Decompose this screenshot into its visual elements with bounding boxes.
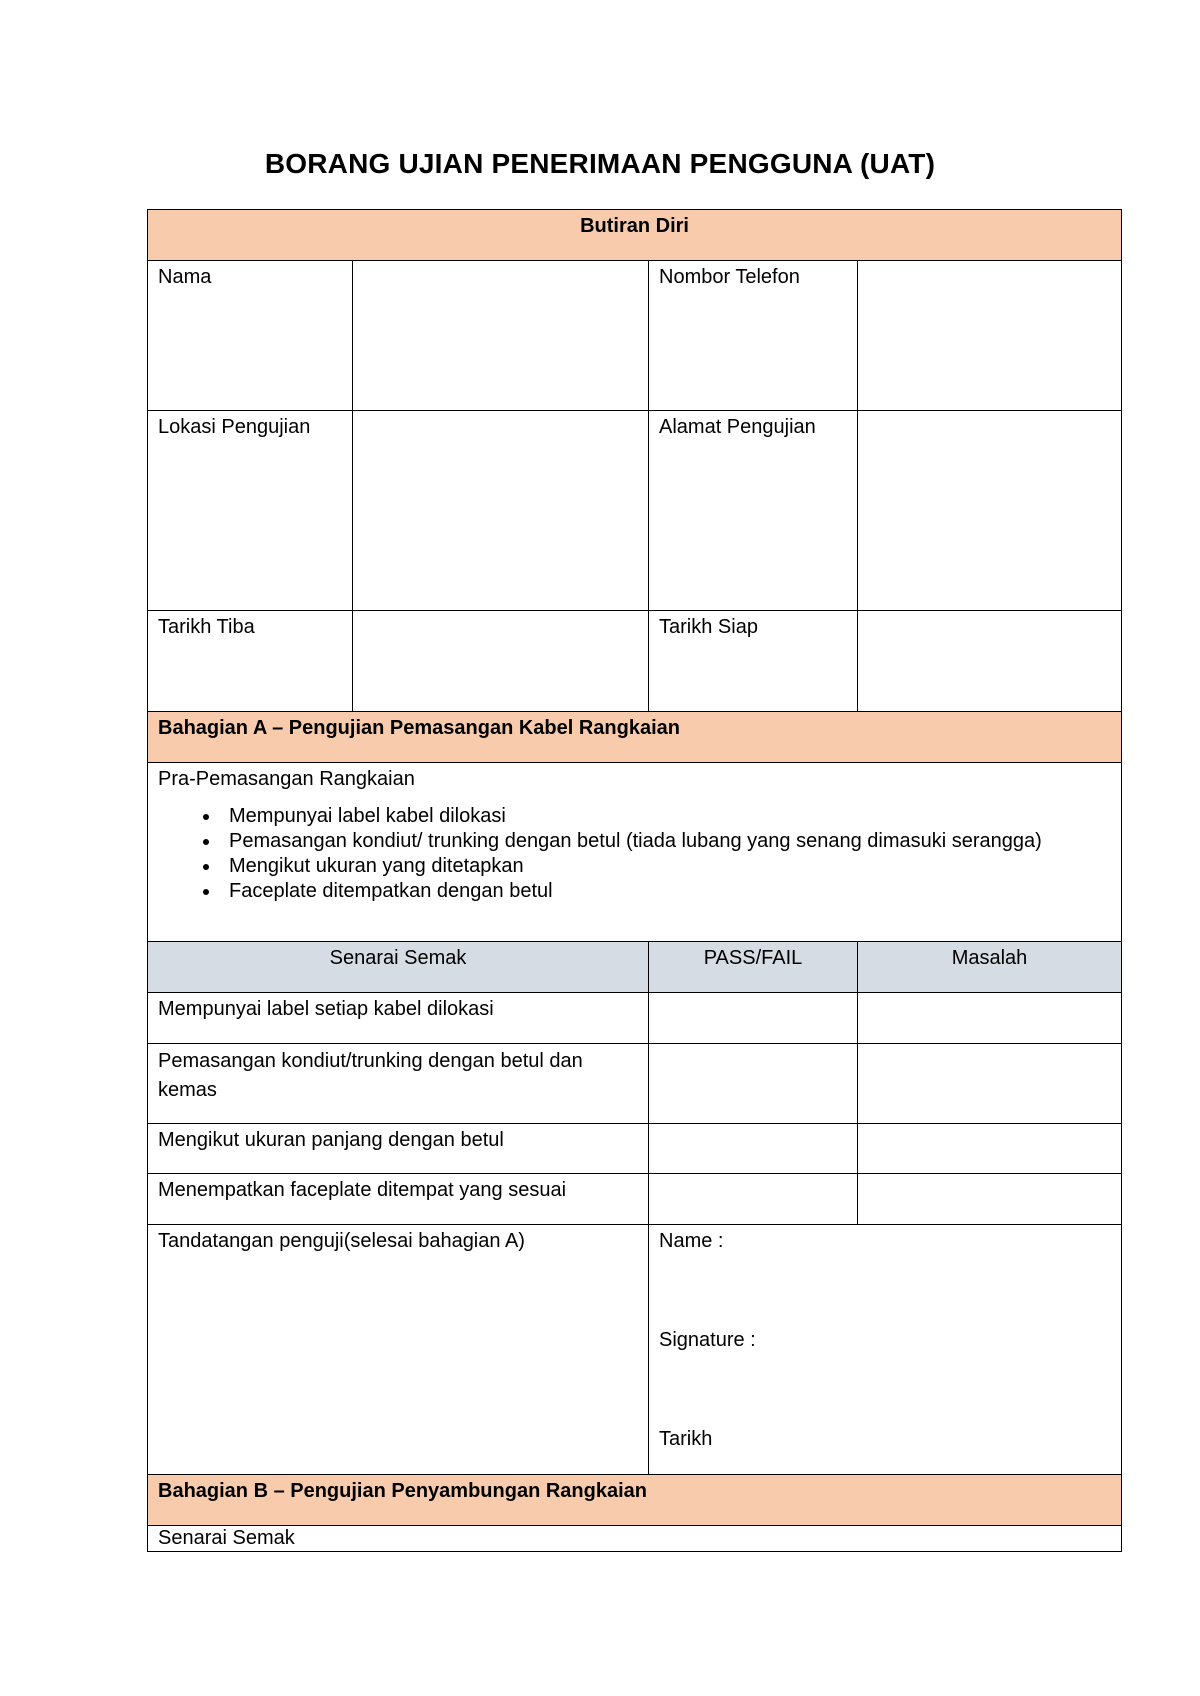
tarikh-row xyxy=(148,611,1122,712)
list-item: • Faceplate ditempatkan dengan betul xyxy=(221,879,1111,904)
list-item: • Mempunyai label kabel dilokasi xyxy=(221,804,1111,829)
checklist-item: Mempunyai label setiap kabel dilokasi xyxy=(148,993,649,1044)
table-row xyxy=(148,1124,1122,1174)
lokasi-pengujian-field[interactable] xyxy=(353,411,649,611)
tarikh-label: Tarikh xyxy=(659,1428,713,1450)
pra-pemasangan-list xyxy=(158,804,1111,904)
alamat-pengujian-field[interactable] xyxy=(858,411,1122,611)
table-row xyxy=(148,1044,1122,1124)
pra-pemasangan-cell xyxy=(148,763,1122,942)
tarikh-tiba-label: Tarikh Tiba xyxy=(148,611,353,712)
uat-form-table xyxy=(147,209,1122,1552)
masalah-cell[interactable] xyxy=(858,1124,1122,1174)
masalah-cell[interactable] xyxy=(858,1174,1122,1225)
lokasi-row xyxy=(148,411,1122,611)
pra-pemasangan-row xyxy=(148,763,1122,942)
signature-row xyxy=(148,1225,1122,1475)
tarikh-tiba-field[interactable] xyxy=(353,611,649,712)
nama-field[interactable] xyxy=(353,261,649,411)
pass-fail-cell[interactable] xyxy=(649,1174,858,1225)
checklist-item: Mengikut ukuran panjang dengan betul xyxy=(148,1124,649,1174)
senarai-semak-header: Senarai Semak xyxy=(148,942,649,993)
lokasi-pengujian-label: Lokasi Pengujian xyxy=(148,411,353,611)
name-label: Name : xyxy=(659,1230,724,1252)
signature-label: Tandatangan penguji(selesai bahagian A) xyxy=(148,1225,649,1475)
checklist-item: Pemasangan kondiut/trunking dengan betul dan kemas xyxy=(148,1044,649,1124)
butiran-diri-header-row xyxy=(148,210,1122,261)
bahagian-a-header: Bahagian A – Pengujian Pemasangan Kabel Rangkaian xyxy=(148,712,1122,763)
nombor-telefon-field[interactable] xyxy=(858,261,1122,411)
alamat-pengujian-label: Alamat Pengujian xyxy=(649,411,858,611)
masalah-header: Masalah xyxy=(858,942,1122,993)
masalah-cell[interactable] xyxy=(858,1044,1122,1124)
bahagian-a-header-row xyxy=(148,712,1122,763)
nama-label: Nama xyxy=(148,261,353,411)
pass-fail-cell[interactable] xyxy=(649,1124,858,1174)
table-row xyxy=(148,1174,1122,1225)
signature-field-label: Signature : xyxy=(659,1329,756,1351)
butiran-diri-header: Butiran Diri xyxy=(148,210,1122,261)
bahagian-b-header: Bahagian B – Pengujian Penyambungan Rangkaian xyxy=(148,1475,1122,1526)
masalah-cell[interactable] xyxy=(858,993,1122,1044)
tarikh-siap-field[interactable] xyxy=(858,611,1122,712)
pra-pemasangan-title: Pra-Pemasangan Rangkaian xyxy=(158,768,415,790)
checklist-header-row xyxy=(148,942,1122,993)
pass-fail-cell[interactable] xyxy=(649,1044,858,1124)
pass-fail-header: PASS/FAIL xyxy=(649,942,858,993)
bahagian-b-header-row xyxy=(148,1475,1122,1526)
tarikh-siap-label: Tarikh Siap xyxy=(649,611,858,712)
bahagian-b-senarai-semak: Senarai Semak xyxy=(148,1526,1122,1552)
list-item: • Mengikut ukuran yang ditetapkan xyxy=(221,854,1111,879)
table-row xyxy=(148,993,1122,1044)
pass-fail-cell[interactable] xyxy=(649,993,858,1044)
page-title: BORANG UJIAN PENERIMAAN PENGGUNA (UAT) xyxy=(264,148,936,179)
bahagian-b-senarai-row xyxy=(148,1526,1122,1552)
nombor-telefon-label: Nombor Telefon xyxy=(649,261,858,411)
nama-row xyxy=(148,261,1122,411)
signature-details-cell[interactable] xyxy=(649,1225,1122,1475)
checklist-item: Menempatkan faceplate ditempat yang sesuai xyxy=(148,1174,649,1225)
list-item: • Pemasangan kondiut/ trunking dengan betul (tiada lubang yang senang dimasuki serangga) xyxy=(221,829,1111,854)
